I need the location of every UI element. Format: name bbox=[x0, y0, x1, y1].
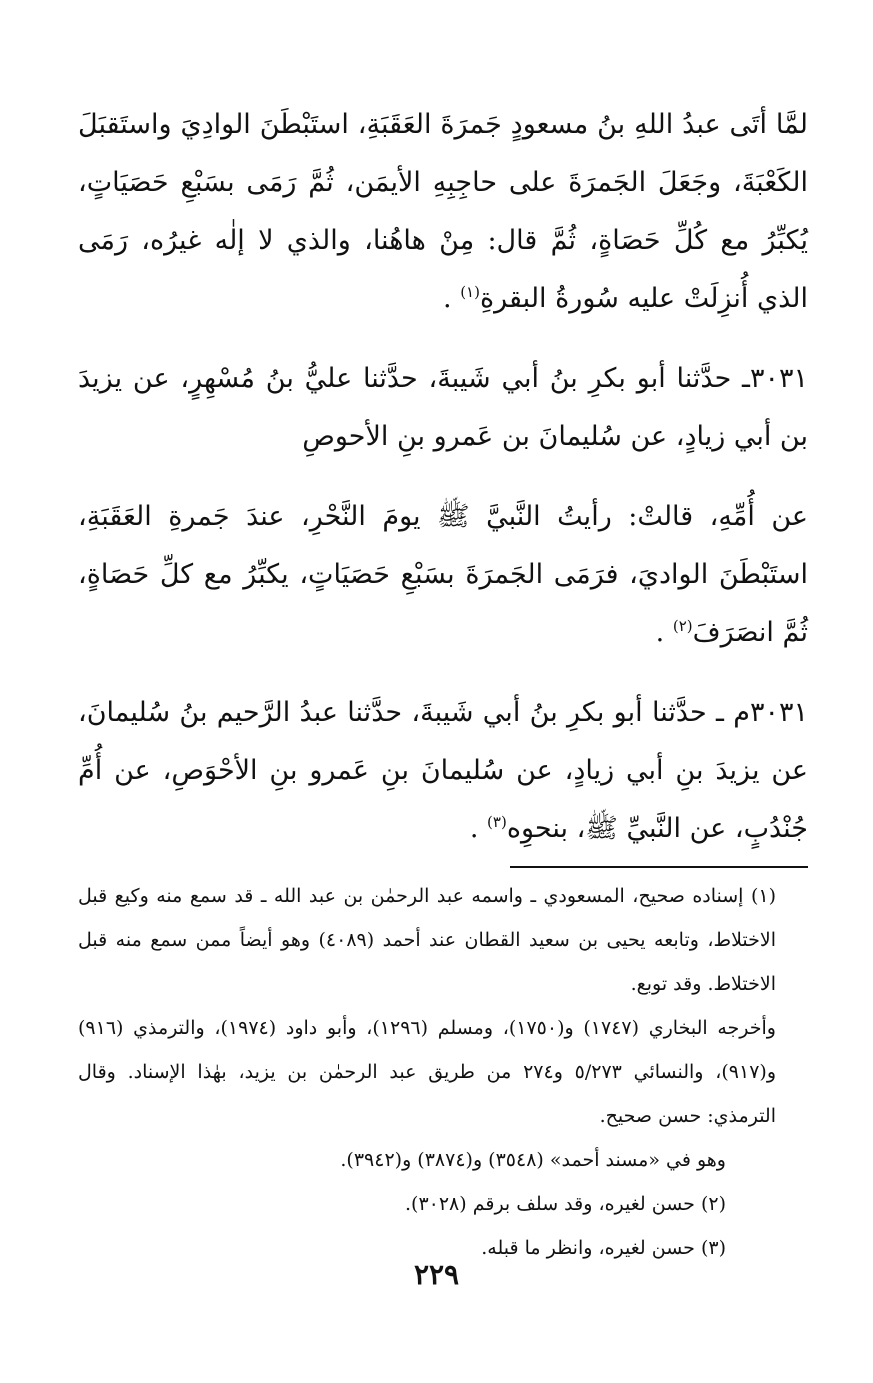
hadith-isnad-3031: ٣٠٣١ـ حدَّثنا أبو بكرِ بنُ أبي شَيبةَ، حدَّثنا عليُّ بنُ مُسْهِرٍ، عن يزيدَ بن أبي زيادٍ، عن سُليمانَ بن عَمرو بنِ الأحوصِ bbox=[78, 363, 808, 452]
paragraph-4-end: . bbox=[469, 813, 488, 844]
hadith-isnad-3031m bbox=[78, 684, 808, 858]
footnote-1-takhrij: وأخرجه البخاري (١٧٤٧) و(١٧٥٠)، ومسلم (١٢٩٦)، وأبو داود (١٩٧٤)، والترمذي (٩١٦) و(٩١٧)، والنسائي ٥/٢٧٣ و٢٧٤ من طريق عبد الرحمٰن بن يزيد، بهٰذا الإسناد. وقال الترمذي: حسن صحيح. bbox=[78, 1017, 777, 1127]
footnote-1-musnad: وهو في «مسند أحمد» (٣٥٤٨) و(٣٨٧٤) و(٣٩٤٢). bbox=[340, 1149, 726, 1171]
footnotes-section bbox=[78, 874, 808, 1270]
hadith-text-paragraph-3 bbox=[78, 488, 808, 662]
footnote-divider bbox=[510, 866, 808, 868]
footnote-mark-1: (١) bbox=[460, 283, 480, 301]
footnote-mark-2: (٢) bbox=[672, 617, 693, 635]
hadith-text-paragraph-1 bbox=[78, 96, 808, 328]
spacer bbox=[78, 466, 808, 488]
footnote-3: (٣) حسن لغيره، وانظر ما قبله. bbox=[481, 1237, 726, 1259]
paragraph-4-text: ٣٠٣١م ـ حدَّثنا أبو بكرِ بنُ أبي شَيبةَ، حدَّثنا عبدُ الرَّحيم بنُ سُليمانَ، عن يزيدَ بنِ أبي زيادٍ، عن سُليمانَ بنِ عَمرو بنِ الأحْوَصِ، عن أُمِّ جُنْدُبٍ، عن النَّبيِّ ﷺ، بنحوِه bbox=[78, 697, 808, 844]
paragraph-1-text: لمَّا أتَى عبدُ اللهِ بنُ مسعودٍ جَمرَةَ العَقَبَةِ، استَبْطَنَ الوادِيَ واستَقبَلَ الكَعْبَةَ، وجَعَلَ الجَمرَةَ على حاجِبِهِ الأيمَن، ثُمَّ رَمَى بسَبْعِ حَصَيَاتٍ، يُكبِّرُ مع كُلِّ حَصَاةٍ، ثُمَّ قال: مِنْ هاهُنا، والذي لا إلٰه غيرُه، رَمَى الذي أُنزِلَتْ عليه سُورةُ البقرةِ bbox=[78, 109, 808, 314]
paragraph-3-end: . bbox=[655, 617, 673, 648]
spacer bbox=[78, 662, 808, 684]
footnote-mark-3: (٣) bbox=[487, 813, 507, 831]
paragraph-1-end: . bbox=[443, 283, 461, 314]
page-body bbox=[78, 96, 808, 1270]
spacer bbox=[78, 328, 808, 350]
footnote-2: (٢) حسن لغيره، وقد سلف برقم (٣٠٢٨). bbox=[404, 1193, 726, 1215]
footnote-1-main: (١) إسناده صحيح، المسعودي ـ واسمه عبد الرحمٰن بن عبد الله ـ قد سمع منه وكيع قبل الاختلاط، وتابعه يحيى بن سعيد القطان عند أحمد (٤٠٨٩) وهو أيضاً ممن سمع منه قبل الاختلاط. وقد توبع. bbox=[78, 885, 776, 995]
page-number: ٢٢٩ bbox=[413, 1258, 460, 1291]
paragraph-3-text: عن أُمِّهِ، قالتْ: رأيتُ النَّبيَّ ﷺ يومَ النَّحْرِ، عندَ جَمرةِ العَقَبَةِ، استَبْطَنَ الواديَ، فرَمَى الجَمرَةَ بسَبْعِ حَصَيَاتٍ، يكبِّرُ مع كلِّ حَصَاةٍ، ثُمَّ انصَرَفَ bbox=[78, 501, 808, 648]
